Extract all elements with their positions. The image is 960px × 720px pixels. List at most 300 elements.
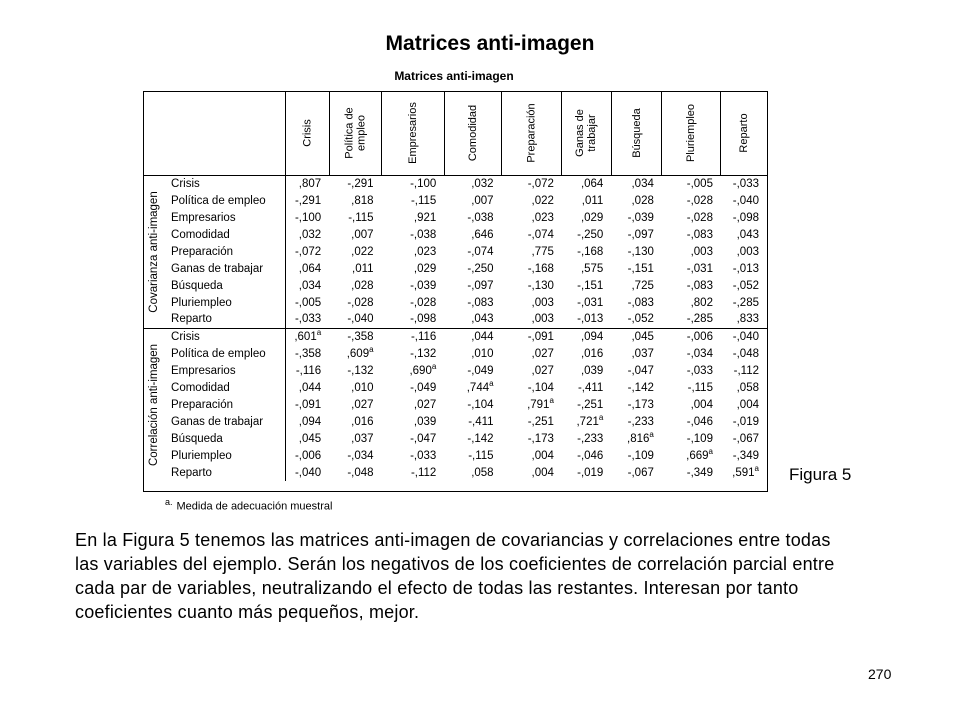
matrix-cell: [286, 464, 330, 481]
matrix-cell: [444, 345, 501, 362]
cell-value: ,010: [471, 347, 494, 360]
matrix-cell: [444, 209, 501, 226]
matrix-cell: [611, 396, 662, 413]
matrix-cell: [286, 175, 330, 192]
cell-value: ,725: [631, 279, 654, 292]
matrix-cell: [286, 192, 330, 209]
matrix-cell: [611, 430, 662, 447]
matrix-cell: [721, 447, 767, 464]
matrix-cell: [562, 175, 611, 192]
cell-value: -,097: [467, 279, 494, 292]
table-row: [144, 379, 767, 396]
cell-value: ,802: [690, 296, 713, 309]
matrix-cell: [286, 260, 330, 277]
cell-value: -,040: [294, 466, 322, 479]
matrix-cell: [562, 413, 611, 430]
matrix-cell: [662, 379, 721, 396]
matrix-cell: [502, 243, 562, 260]
row-label: Pluriempleo: [163, 447, 286, 464]
cell-value: -,006: [294, 449, 322, 462]
cell-value: ,045: [631, 330, 654, 343]
cell-value: -,173: [627, 398, 654, 411]
row-label: Política de empleo: [163, 345, 286, 362]
matrix-cell: [329, 311, 381, 328]
cell-value: ,064: [298, 262, 322, 275]
column-header-line: Crisis: [301, 119, 314, 147]
matrix-cell: [329, 379, 381, 396]
cell-value: -,013: [732, 262, 759, 275]
matrix-cell: [662, 345, 721, 362]
table-row: [144, 175, 767, 192]
matrix-cell: [611, 277, 662, 294]
cell-value: -,291: [294, 194, 322, 207]
cell-value: -,067: [732, 432, 759, 445]
cell-value: ,016: [351, 415, 374, 428]
matrix-cell: [721, 243, 767, 260]
matrix-cell: [662, 209, 721, 226]
cell-value: -,052: [732, 279, 759, 292]
matrix-cell: [444, 294, 501, 311]
cell-value: -,074: [527, 228, 554, 241]
cell-value: ,744: [466, 381, 490, 394]
cell-value: ,791: [527, 398, 550, 411]
cell-value: ,003: [531, 296, 554, 309]
table-title: Matrices anti-imagen: [394, 69, 514, 83]
matrix-cell: [562, 396, 611, 413]
cell-value: -,233: [627, 415, 654, 428]
matrix-cell: [286, 430, 330, 447]
cell-value: ,646: [471, 228, 494, 241]
matrix-cell: [662, 362, 721, 379]
msa-superscript: a: [369, 344, 374, 354]
cell-value: -,098: [732, 211, 759, 224]
matrix-cell: [286, 345, 330, 362]
cell-value: ,029: [580, 211, 604, 224]
matrix-cell: [286, 243, 330, 260]
cell-value: -,104: [527, 381, 554, 394]
matrix-cell: [562, 243, 611, 260]
matrix-cell: [662, 260, 721, 277]
matrix-cell: [562, 362, 611, 379]
table-row: [144, 209, 767, 226]
cell-value: ,022: [531, 194, 554, 207]
matrix-cell: [502, 447, 562, 464]
cell-value: -,074: [467, 245, 494, 258]
row-label: Política de empleo: [163, 192, 286, 209]
cell-value: ,043: [471, 313, 494, 326]
matrix-cell: [286, 413, 330, 430]
cell-value: -,115: [468, 449, 494, 462]
cell-value: -,046: [577, 449, 604, 462]
column-header-label: [343, 108, 367, 159]
cell-value: -,072: [294, 245, 322, 258]
column-header-line: empleo: [355, 115, 368, 152]
cell-value: ,721: [576, 415, 599, 428]
matrix-cell: [502, 362, 562, 379]
cell-value: ,690: [409, 364, 432, 377]
table-row: [144, 430, 767, 447]
matrix-cell: [611, 328, 662, 345]
cell-value: ,921: [413, 211, 437, 224]
cell-value: ,003: [736, 245, 759, 258]
msa-superscript: a: [431, 361, 437, 371]
cell-value: -,038: [410, 228, 437, 241]
cell-value: ,022: [351, 245, 374, 258]
cell-value: -,028: [686, 194, 713, 207]
cell-value: ,044: [471, 330, 494, 343]
matrix-cell: [662, 396, 721, 413]
matrix-cell: [502, 430, 562, 447]
cell-value: ,039: [413, 415, 437, 428]
cell-value: -,039: [627, 211, 654, 224]
matrix-cell: [444, 175, 501, 192]
matrix-cell: [611, 413, 662, 430]
corner-blank: [163, 92, 286, 175]
matrix-cell: [382, 243, 445, 260]
row-label: Ganas de trabajar: [163, 260, 286, 277]
cell-value: -,411: [577, 381, 604, 394]
matrix-cell: [721, 379, 767, 396]
matrix-cell: [286, 396, 330, 413]
row-label: Pluriempleo: [163, 294, 286, 311]
cell-value: -,132: [410, 347, 437, 360]
footnote-marker: a.: [165, 497, 173, 507]
cell-value: -,006: [686, 330, 713, 343]
cell-value: ,037: [351, 432, 374, 445]
matrix-cell: [286, 362, 330, 379]
matrix-cell: [662, 243, 721, 260]
table-row: [144, 413, 767, 430]
cell-value: -,097: [627, 228, 654, 241]
matrix-cell: [721, 328, 767, 345]
matrix-cell: [382, 362, 445, 379]
column-header-label: [738, 110, 750, 156]
cell-value: ,027: [413, 398, 437, 411]
cell-value: ,004: [690, 398, 713, 411]
matrix-cell: [329, 430, 381, 447]
cell-value: -,033: [410, 449, 437, 462]
column-header-label: [407, 102, 419, 164]
cell-value: -,040: [347, 313, 374, 326]
row-label: Ganas de trabajar: [163, 413, 286, 430]
body-paragraph: En la Figura 5 tenemos las matrices anti-imagen de covariancias y correlaciones entre todas las variables del ejemplo. Serán los negativos de los coeficientes de correlación parcial entre cada par de variables, neutralizando el efecto de todas las restantes. Interesan por tanto coeficientes cuanto más pequeños, mejor.: [75, 530, 835, 622]
cell-value: -,233: [577, 432, 604, 445]
table-row: [144, 362, 767, 379]
matrix-cell: [502, 396, 562, 413]
page-number: 270: [868, 666, 892, 682]
cell-value: -,112: [410, 466, 437, 479]
matrix-cell: [444, 277, 501, 294]
column-header-line: Ganas de: [574, 109, 587, 158]
cell-value: -,349: [732, 449, 759, 462]
cell-value: -,047: [410, 432, 437, 445]
matrix-cell: [662, 447, 721, 464]
cell-value: ,004: [531, 449, 554, 462]
footnote: [165, 497, 332, 513]
matrix-cell: [611, 226, 662, 243]
matrix-cell: [329, 464, 381, 481]
cell-value: -,033: [732, 177, 759, 190]
cell-value: -,028: [410, 296, 437, 309]
cell-value: ,032: [471, 177, 494, 190]
msa-superscript: a: [549, 395, 554, 405]
cell-value: -,115: [348, 211, 374, 224]
matrix-cell: [662, 413, 721, 430]
footnote-text: Medida de adecuación muestral: [176, 500, 333, 513]
cell-value: ,029: [413, 262, 437, 275]
row-label: Comodidad: [163, 226, 286, 243]
matrix-cell: [286, 226, 330, 243]
matrix-cell: [444, 413, 501, 430]
matrix-cell: [611, 175, 662, 192]
matrix-cell: [662, 311, 721, 328]
matrix-cell: [562, 345, 611, 362]
row-label: Reparto: [163, 311, 286, 328]
table-row: [144, 311, 767, 328]
matrix-cell: [502, 413, 562, 430]
matrix-grid: [144, 92, 767, 481]
matrix-cell: [502, 379, 562, 396]
cell-value: -,083: [627, 296, 654, 309]
matrix-cell: [662, 175, 721, 192]
matrix-cell: [562, 379, 611, 396]
column-header-line: Comodidad: [466, 105, 479, 162]
cell-value: -,142: [627, 381, 654, 394]
cell-value: -,091: [527, 330, 554, 343]
matrix-cell: [662, 328, 721, 345]
matrix-cell: [444, 464, 501, 481]
group-label-cell: [144, 175, 163, 328]
matrix-cell: [444, 328, 501, 345]
matrix-cell: [721, 311, 767, 328]
matrix-cell: [562, 226, 611, 243]
table-row: [144, 328, 767, 345]
table-row: [144, 396, 767, 413]
cell-value: -,083: [686, 279, 713, 292]
cell-value: -,151: [577, 279, 604, 292]
cell-value: -,046: [686, 415, 713, 428]
matrix-cell: [382, 413, 445, 430]
matrix-cell: [502, 209, 562, 226]
matrix-cell: [286, 328, 330, 345]
column-header-label: [526, 104, 538, 163]
cell-value: -,013: [577, 313, 604, 326]
matrix-cell: [721, 413, 767, 430]
matrix-cell: [329, 260, 381, 277]
figure-label: Figura 5: [789, 465, 852, 484]
table-row: [144, 226, 767, 243]
cell-value: -,130: [627, 245, 654, 258]
cell-value: ,032: [298, 228, 322, 241]
cell-value: ,669: [686, 449, 709, 462]
corner-blank: [144, 92, 163, 175]
row-label: Crisis: [163, 328, 286, 345]
matrix-cell: [502, 311, 562, 328]
table-row: [144, 192, 767, 209]
cell-value: ,028: [351, 279, 374, 292]
anti-image-matrix-table: [143, 91, 768, 492]
cell-value: -,052: [627, 313, 654, 326]
matrix-cell: [329, 413, 381, 430]
matrix-cell: [502, 277, 562, 294]
matrix-cell: [444, 260, 501, 277]
matrix-cell: [662, 192, 721, 209]
msa-superscript: a: [754, 463, 759, 473]
cell-value: ,027: [531, 347, 554, 360]
cell-value: -,151: [627, 262, 654, 275]
column-header-line: Preparación: [525, 103, 538, 163]
matrix-cell: [286, 294, 330, 311]
matrix-cell: [562, 209, 611, 226]
matrix-cell: [382, 345, 445, 362]
cell-value: -,019: [577, 466, 604, 479]
matrix-cell: [721, 209, 767, 226]
matrix-cell: [382, 294, 445, 311]
cell-value: -,005: [686, 177, 713, 190]
matrix-cell: [721, 277, 767, 294]
cell-value: ,094: [580, 330, 604, 343]
matrix-cell: [329, 226, 381, 243]
row-label: Reparto: [163, 464, 286, 481]
cell-value: ,818: [351, 194, 374, 207]
table-row: [144, 345, 767, 362]
row-label: Preparación: [163, 396, 286, 413]
matrix-cell: [382, 277, 445, 294]
matrix-cell: [382, 226, 445, 243]
cell-value: -,028: [686, 211, 713, 224]
matrix-cell: [444, 362, 501, 379]
cell-value: -,250: [467, 262, 494, 275]
matrix-cell: [662, 294, 721, 311]
matrix-cell: [329, 345, 381, 362]
matrix-cell: [382, 464, 445, 481]
cell-value: ,003: [531, 313, 554, 326]
matrix-cell: [562, 311, 611, 328]
matrix-cell: [662, 464, 721, 481]
cell-value: -,034: [347, 449, 374, 462]
matrix-cell: [611, 345, 662, 362]
cell-value: -,168: [577, 245, 604, 258]
cell-value: -,091: [294, 398, 322, 411]
cell-value: -,048: [347, 466, 374, 479]
column-header-line: Empresarios: [406, 102, 419, 165]
cell-value: ,037: [631, 347, 654, 360]
matrix-cell: [329, 294, 381, 311]
cell-value: ,011: [581, 194, 604, 207]
column-header-label: [301, 112, 313, 155]
cell-value: ,575: [580, 262, 604, 275]
matrix-cell: [721, 260, 767, 277]
cell-value: ,807: [298, 177, 322, 190]
cell-value: ,045: [298, 432, 322, 445]
column-header-label: [631, 108, 643, 158]
group-label-cell: [144, 328, 163, 481]
cell-value: -,130: [527, 279, 554, 292]
matrix-cell: [329, 362, 381, 379]
cell-value: -,038: [467, 211, 494, 224]
matrix-cell: [382, 311, 445, 328]
cell-value: -,358: [347, 330, 374, 343]
cell-value: ,023: [531, 211, 554, 224]
cell-value: -,109: [627, 449, 654, 462]
matrix-cell: [444, 396, 501, 413]
matrix-cell: [444, 447, 501, 464]
matrix-cell: [382, 260, 445, 277]
column-header-line: Reparto: [738, 113, 751, 153]
row-label: Búsqueda: [163, 277, 286, 294]
cell-value: ,833: [736, 313, 759, 326]
column-header-line: Política de: [343, 107, 356, 159]
cell-value: -,031: [577, 296, 604, 309]
cell-value: -,083: [467, 296, 494, 309]
matrix-cell: [444, 243, 501, 260]
matrix-cell: [286, 209, 330, 226]
cell-value: -,033: [686, 364, 713, 377]
cell-value: -,411: [468, 415, 494, 428]
cell-value: -,358: [294, 347, 322, 360]
cell-value: -,031: [686, 262, 713, 275]
matrix-cell: [721, 362, 767, 379]
table-row: [144, 277, 767, 294]
cell-value: -,115: [687, 381, 713, 394]
row-label: Preparación: [163, 243, 286, 260]
matrix-cell: [611, 192, 662, 209]
table-row: [144, 260, 767, 277]
matrix-cell: [611, 464, 662, 481]
cell-value: -,132: [347, 364, 374, 377]
column-header-line: Búsqueda: [630, 108, 643, 159]
cell-value: ,007: [471, 194, 494, 207]
matrix-cell: [382, 447, 445, 464]
matrix-cell: [502, 226, 562, 243]
matrix-cell: [611, 447, 662, 464]
column-header: [662, 92, 721, 175]
table-row: [144, 294, 767, 311]
cell-value: -,116: [410, 330, 437, 343]
cell-value: -,109: [686, 432, 713, 445]
column-header: [502, 92, 562, 175]
group-label: Covarianza anti-imagen: [147, 190, 160, 313]
cell-value: -,067: [627, 466, 654, 479]
column-header-label: [685, 104, 697, 162]
cell-value: ,609: [346, 347, 370, 360]
matrix-cell: [502, 175, 562, 192]
matrix-cell: [721, 345, 767, 362]
matrix-cell: [382, 175, 445, 192]
column-header-line: trabajar: [586, 114, 599, 152]
matrix-cell: [329, 277, 381, 294]
matrix-cell: [382, 430, 445, 447]
cell-value: -,104: [467, 398, 494, 411]
column-header: [286, 92, 330, 175]
cell-value: -,098: [410, 313, 437, 326]
matrix-cell: [662, 430, 721, 447]
row-label: Empresarios: [163, 362, 286, 379]
column-header: [721, 92, 767, 175]
cell-value: ,023: [413, 245, 437, 258]
cell-value: -,168: [527, 262, 554, 275]
cell-value: -,049: [467, 364, 494, 377]
matrix-cell: [721, 175, 767, 192]
matrix-cell: [382, 192, 445, 209]
cell-value: -,250: [577, 228, 604, 241]
column-header: [382, 92, 445, 175]
msa-superscript: a: [316, 327, 322, 337]
column-header: [611, 92, 662, 175]
cell-value: ,039: [580, 364, 604, 377]
cell-value: -,112: [733, 364, 759, 377]
cell-value: ,601: [294, 330, 317, 343]
